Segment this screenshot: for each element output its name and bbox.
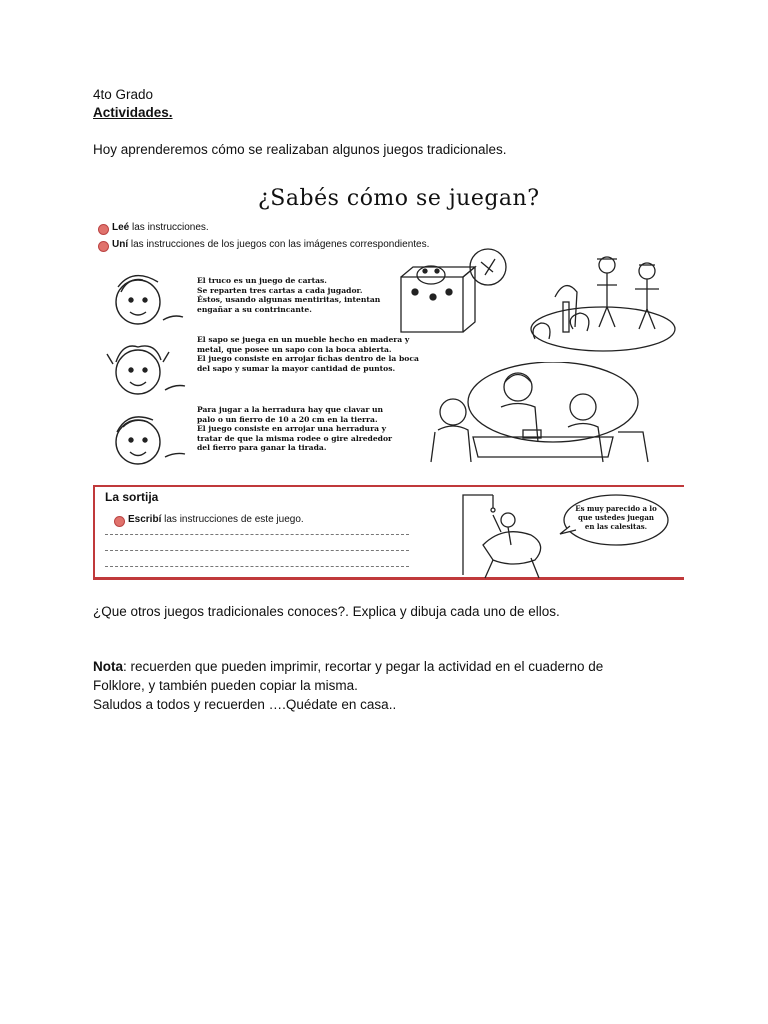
sortija-title: La sortija xyxy=(105,490,159,504)
nota-label: Nota xyxy=(93,659,123,674)
writing-line xyxy=(105,566,409,567)
nota-line: Nota: recuerden que pueden imprimir, recortar y pegar la actividad en el cuaderno de xyxy=(93,659,604,674)
writing-line xyxy=(105,534,409,535)
children-faces-illustration xyxy=(103,262,193,472)
bullet-icon xyxy=(114,516,125,527)
sapo-paragraph: El sapo se juega en un mueble hecho en madera y metal, que posee un sapo con la boca abierta. El juego consiste en arrojar fichas dentro de la boca del sapo y sumar la mayor cantidad de puntos. xyxy=(197,335,419,373)
question-text: ¿Que otros juegos tradicionales conoces?. Explica y dibuja cada uno de ellos. xyxy=(93,604,560,619)
writing-line xyxy=(105,550,409,551)
nota-line-2: Folklore, y también pueden copiar la misma. xyxy=(93,678,358,693)
herradura-paragraph: Para jugar a la herradura hay que clavar un palo o un fierro de 10 a 20 cm en la tierra. El juego consiste en arrojar una herradura y tratar de que la misma rodee o gire alrededor del fierro para ganar la tirada. xyxy=(197,405,393,452)
truco-paragraph: El truco es un juego de cartas. Se reparten tres cartas a cada jugador. Éstos, usando algunas mentiritas, intentan engañar a su contrincante. xyxy=(197,276,381,314)
speech-bubble-text: Es muy parecido a lo que ustedes juegan en las calesitas. xyxy=(575,504,657,531)
worksheet-title: ¿Sabés cómo se juegan? xyxy=(258,186,540,211)
sortija-illustration xyxy=(453,490,563,580)
herradura-illustration xyxy=(525,247,680,367)
truco-illustration xyxy=(413,362,673,472)
section-title: Actividades. xyxy=(93,105,173,120)
grade-line: 4to Grado xyxy=(93,87,154,102)
intro-text: Hoy aprenderemos cómo se realizaban algunos juegos tradicionales. xyxy=(93,142,507,157)
farewell-text: Saludos a todos y recuerden ….Quédate en casa.. xyxy=(93,697,397,712)
sortija-top-border xyxy=(93,485,684,487)
bullet-icon xyxy=(98,224,109,235)
sortija-instruction: Escribí las instrucciones de este juego. xyxy=(128,514,304,525)
instruction-match: Uní las instrucciones de los juegos con las imágenes correspondientes. xyxy=(112,239,430,250)
instruction-read: Leé las instrucciones. xyxy=(112,222,209,233)
worksheet-image xyxy=(93,172,684,582)
sapo-game-illustration xyxy=(393,247,513,342)
bullet-icon xyxy=(98,241,109,252)
sortija-left-border xyxy=(93,485,95,580)
sortija-bottom-border xyxy=(93,577,684,580)
